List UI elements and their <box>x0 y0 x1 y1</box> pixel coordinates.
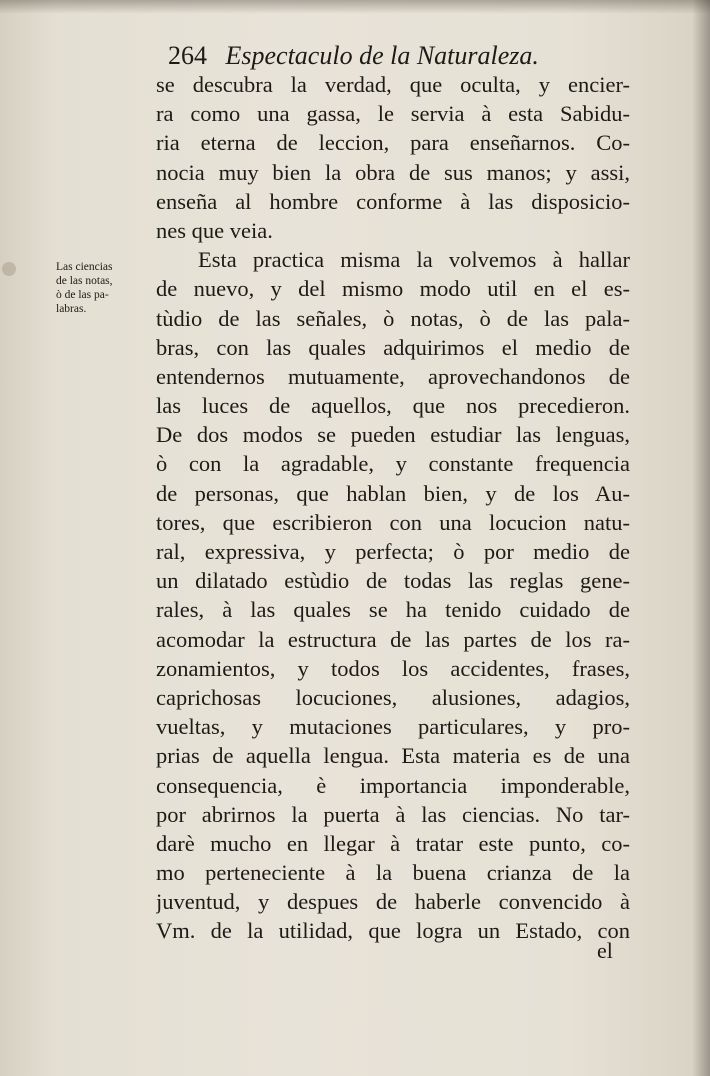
text-line: De dos modos se pueden estudiar las lenguas, <box>156 422 630 448</box>
text-line: consequencia, è importancia imponderable, <box>156 772 630 798</box>
text-line: tùdio de las señales, ò notas, ò de las pala- <box>156 305 630 331</box>
text-line: se descubra la verdad, que oculta, y encier- <box>156 72 630 97</box>
text-line: Vm. de la utilidad, que logra un Estado, con <box>156 918 630 944</box>
text-line: un dilatado estùdio de todas las reglas gene- <box>156 568 630 594</box>
text-line: acomodar la estructura de las partes de los ra- <box>156 626 630 652</box>
text-line: zonamientos, y todos los accidentes, frases, <box>156 655 630 681</box>
text-line: ra como una gassa, le servia à esta Sabidu- <box>156 101 630 127</box>
text-line: enseña al hombre conforme à las disposicio- <box>156 188 630 214</box>
text-line: nocia muy bien la obra de sus manos; y assi, <box>156 159 630 185</box>
text-line: ò con la agradable, y constante frequencia <box>156 451 630 477</box>
text-line: ria eterna de leccion, para enseñarnos. Co- <box>156 130 630 156</box>
text-line: tores, que escribieron con una locucion natu- <box>156 509 630 535</box>
page-number: 264 <box>168 41 207 70</box>
text-line: nes que veia. <box>156 217 273 243</box>
text-line: ral, expressiva, y perfecta; ò por medio de <box>156 539 630 564</box>
text-line: prias de aquella lengua. Esta materia es de una <box>156 743 630 769</box>
marginal-note <box>56 260 142 316</box>
running-title: Espectaculo de la Naturaleza. <box>225 41 539 70</box>
text-line: darè mucho en llegar à tratar este punto, co- <box>156 830 630 856</box>
marginal-note-line: labras. <box>56 303 87 315</box>
text-line: bras, con las quales adquirimos el medio de <box>156 334 630 360</box>
text-line: Esta practica misma la volvemos à hallar <box>198 247 630 273</box>
top-edge-shadow <box>0 0 710 14</box>
catchword: el <box>597 938 613 963</box>
text-line: juventud, y despues de haberle convencido à <box>156 889 630 915</box>
text-line: de nuevo, y del mismo modo util en el es- <box>156 276 630 302</box>
right-edge-shadow <box>692 0 710 1076</box>
marginal-note-line: Las ciencias <box>56 261 113 273</box>
text-line: las luces de aquellos, que nos precedieron. <box>156 393 630 419</box>
text-line: de personas, que hablan bien, y de los Au- <box>156 480 630 506</box>
text-line: rales, à las quales se ha tenido cuidado de <box>156 597 630 623</box>
text-line: mo perteneciente à la buena crianza de la <box>156 860 630 886</box>
text-line: entendernos mutuamente, aprovechandonos de <box>156 363 630 389</box>
marginal-note-line: ò de las pa- <box>56 289 109 301</box>
text-line: vueltas, y mutaciones particulares, y pro- <box>156 714 630 740</box>
body-text <box>156 70 630 946</box>
marginal-note-line: de las notas, <box>56 275 113 287</box>
running-head <box>168 40 539 72</box>
text-line: caprichosas locuciones, alusiones, adagios, <box>156 684 630 710</box>
text-line: por abrirnos la puerta à las ciencias. No tar- <box>156 801 630 827</box>
paper-stain <box>2 262 16 276</box>
